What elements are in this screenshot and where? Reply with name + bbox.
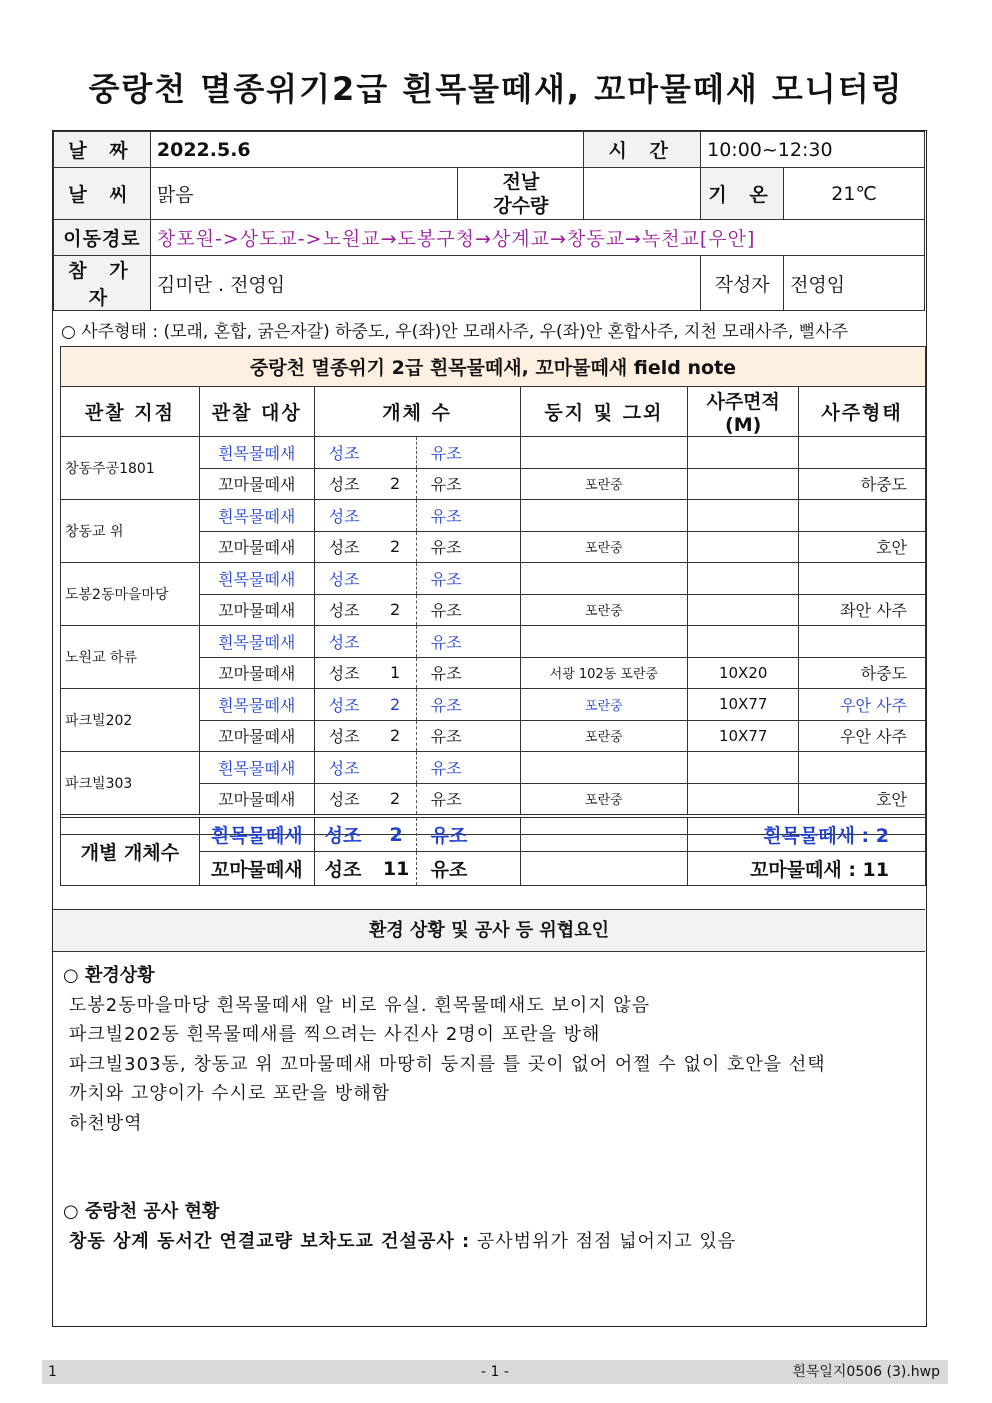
table-row — [61, 752, 926, 784]
juvenile-label: 유조 — [430, 727, 462, 747]
time-value: 10:00~12:30 — [701, 132, 925, 168]
table-row — [61, 563, 926, 595]
adult-count: 2 — [375, 689, 417, 720]
temp-label: 기 온 — [701, 168, 784, 220]
environment-section — [63, 961, 913, 1256]
count-cell — [314, 783, 520, 815]
species-name: 흰목물떼새 — [199, 500, 314, 532]
adult-count — [375, 563, 417, 594]
nest-cell: 포란중 — [520, 689, 688, 721]
juvenile-label: 유조 — [430, 695, 462, 715]
summary-table — [60, 817, 926, 886]
table-row — [61, 689, 926, 721]
species-name: 꼬마물떼새 — [199, 531, 314, 563]
juvenile-label: 유조 — [430, 601, 462, 621]
env-title: ○ 환경상황 — [63, 965, 155, 986]
area-cell — [688, 500, 799, 532]
count-cell — [314, 657, 520, 689]
weather-value: 맑음 — [150, 168, 458, 220]
adult-count — [375, 437, 417, 468]
adult-label: 성조 — [328, 790, 360, 810]
species-name: 흰목물떼새 — [199, 752, 314, 784]
species-name: 꼬마물떼새 — [199, 720, 314, 752]
juvenile-label: 유조 — [430, 632, 462, 652]
nest-cell — [520, 563, 688, 595]
summary-label: 개별 개체수 — [61, 818, 200, 886]
site-name: 창동교 위 — [61, 500, 200, 563]
type-cell: 호안 — [799, 531, 926, 563]
env-line: 까치와 고양이가 수시로 포란을 방해함 — [69, 1083, 391, 1104]
weather-label: 날 씨 — [54, 168, 151, 220]
summary-little-species: 꼬마물떼새 — [199, 852, 314, 886]
species-name: 흰목물떼새 — [199, 437, 314, 469]
col-nest: 둥지 및 그외 — [520, 387, 688, 437]
adult-label: 성조 — [324, 825, 362, 847]
adult-label: 성조 — [328, 538, 360, 558]
area-cell — [688, 531, 799, 563]
area-cell — [688, 752, 799, 784]
juvenile-label: 유조 — [430, 475, 462, 495]
rain-label — [458, 168, 584, 220]
area-cell — [688, 626, 799, 658]
adult-count: 2 — [375, 532, 417, 563]
type-cell: 하중도 — [799, 657, 926, 689]
temp-value: 21℃ — [784, 168, 925, 220]
area-cell — [688, 563, 799, 595]
area-cell — [688, 594, 799, 626]
adult-label: 성조 — [328, 506, 360, 526]
col-count: 개체 수 — [314, 387, 520, 437]
route-value: 창포원->상도교->노원교→도봉구청→상계교→창동교→녹천교[우안] — [150, 220, 924, 256]
nest-cell: 포란중 — [520, 531, 688, 563]
nest-cell — [520, 500, 688, 532]
summary-little-total: 꼬마물떼새 : 11 — [688, 852, 926, 886]
date-label: 날 짜 — [54, 132, 151, 168]
col-site: 관찰 지점 — [61, 387, 200, 437]
adult-label: 성조 — [324, 859, 362, 881]
summary-little-adult: 11 — [377, 852, 417, 885]
site-name: 파크빌202 — [61, 689, 200, 752]
rain-label-line1: 전날 — [502, 170, 540, 193]
table-row — [61, 500, 926, 532]
adult-label: 성조 — [328, 727, 360, 747]
nest-cell: 포란중 — [520, 594, 688, 626]
count-cell — [314, 563, 520, 595]
count-cell — [314, 468, 520, 500]
species-name: 꼬마물떼새 — [199, 468, 314, 500]
adult-count — [375, 626, 417, 657]
type-cell: 좌안 사주 — [799, 594, 926, 626]
env-line: 파크빌303동, 창동교 위 꼬마물떼새 마땅히 둥지를 틀 곳이 없어 어쩔 수 없이 호안을 선택 — [69, 1053, 826, 1075]
species-name: 꼬마물떼새 — [199, 657, 314, 689]
site-name: 도봉2동마을마당 — [61, 563, 200, 626]
count-cell — [314, 720, 520, 752]
species-name: 흰목물떼새 — [199, 626, 314, 658]
adult-count: 2 — [375, 469, 417, 500]
type-cell — [799, 563, 926, 595]
juvenile-label: 유조 — [430, 825, 468, 847]
construction-line — [63, 1227, 913, 1257]
count-cell — [314, 594, 520, 626]
rain-value — [584, 168, 701, 220]
juvenile-label: 유조 — [430, 790, 462, 810]
type-cell: 우안 사주 — [799, 689, 926, 721]
juvenile-label: 유조 — [430, 443, 462, 463]
report-frame — [52, 130, 927, 1327]
type-cell — [799, 626, 926, 658]
adult-label: 성조 — [328, 632, 360, 652]
page-title: 중랑천 멸종위기2급 흰목물떼새, 꼬마물떼새 모니터링 — [88, 70, 904, 108]
writer-label: 작성자 — [701, 256, 784, 311]
juvenile-label: 유조 — [430, 569, 462, 589]
summary-little-count — [314, 852, 520, 886]
env-line: 도봉2동마을마당 흰목물떼새 알 비로 유실. 흰목물떼새도 보이지 않음 — [69, 994, 651, 1016]
site-name: 파크빌303 — [61, 752, 200, 815]
adult-count: 2 — [375, 595, 417, 626]
nest-cell — [520, 626, 688, 658]
footer-page-num: 1 — [48, 1364, 57, 1380]
nest-cell — [520, 752, 688, 784]
construction-label: 창동 상계 동서간 연결교량 보차도교 건설공사 : — [69, 1230, 471, 1252]
species-name: 꼬마물떼새 — [199, 783, 314, 815]
site-name: 노원교 하류 — [61, 626, 200, 689]
adult-count — [375, 500, 417, 531]
site-name: 창동주공1801 — [61, 437, 200, 500]
route-label: 이동경로 — [54, 220, 151, 256]
type-cell — [799, 752, 926, 784]
adult-label: 성조 — [328, 569, 360, 589]
nest-cell: 서광 102동 포란중 — [520, 657, 688, 689]
area-cell: 10X77 — [688, 720, 799, 752]
juvenile-label: 유조 — [430, 664, 462, 684]
area-cell: 10X20 — [688, 657, 799, 689]
members-value: 김미란 . 전영임 — [150, 256, 700, 311]
adult-label: 성조 — [328, 443, 360, 463]
header-table — [53, 131, 925, 311]
env-line: 하천방역 — [69, 1112, 143, 1134]
species-name: 흰목물떼새 — [199, 689, 314, 721]
rain-label-line2: 강수량 — [493, 194, 549, 217]
time-label: 시 간 — [584, 132, 701, 168]
col-area: 사주면적(M) — [688, 387, 799, 437]
type-cell: 하중도 — [799, 468, 926, 500]
nest-cell: 포란중 — [520, 720, 688, 752]
footer-bar — [42, 1360, 948, 1384]
nest-cell: 포란중 — [520, 468, 688, 500]
area-cell — [688, 437, 799, 469]
writer-value: 전영임 — [784, 256, 925, 311]
adult-label: 성조 — [328, 664, 360, 684]
adult-count: 2 — [375, 784, 417, 815]
env-line: 파크빌202동 흰목물떼새를 찍으려는 사진사 2명이 포란을 방해 — [69, 1024, 601, 1045]
count-cell — [314, 626, 520, 658]
adult-label: 성조 — [328, 758, 360, 778]
adult-count: 2 — [375, 721, 417, 752]
construction-text: 공사범위가 점점 넓어지고 있음 — [476, 1230, 737, 1252]
adult-label: 성조 — [328, 695, 360, 715]
juvenile-label: 유조 — [430, 859, 468, 881]
col-type: 사주형태 — [799, 387, 926, 437]
summary-white-total: 흰목물떼새 : 2 — [688, 818, 926, 852]
area-cell — [688, 783, 799, 815]
count-cell — [314, 531, 520, 563]
nest-cell: 포란중 — [520, 783, 688, 815]
summary-white-adult: 2 — [377, 818, 417, 851]
adult-count — [375, 752, 417, 783]
area-cell: 10X77 — [688, 689, 799, 721]
juvenile-label: 유조 — [430, 506, 462, 526]
species-name: 흰목물떼새 — [199, 563, 314, 595]
count-cell — [314, 500, 520, 532]
summary-little-nest — [520, 852, 688, 886]
field-note-heading: 중랑천 멸종위기 2급 흰목물떼새, 꼬마물떼새 field note — [61, 347, 926, 387]
type-cell — [799, 437, 926, 469]
type-cell — [799, 500, 926, 532]
habitat-type-note: ○ 사주형태 : (모래, 혼합, 굵은자갈) 하중도, 우(좌)안 모래사주, 우(좌)안 혼합사주, 지천 모래사주, 뻘사주 — [61, 322, 849, 342]
members-label: 참 가 자 — [54, 256, 151, 311]
environment-heading: 환경 상황 및 공사 등 위협요인 — [53, 909, 925, 952]
type-cell: 우안 사주 — [799, 720, 926, 752]
table-row — [61, 437, 926, 469]
juvenile-label: 유조 — [430, 758, 462, 778]
adult-label: 성조 — [328, 475, 360, 495]
type-cell: 호안 — [799, 783, 926, 815]
count-cell — [314, 752, 520, 784]
construction-title: ○ 중랑천 공사 현황 — [63, 1201, 220, 1222]
col-target: 관찰 대상 — [199, 387, 314, 437]
footer-page-center: - 1 - — [481, 1364, 509, 1380]
table-row — [61, 626, 926, 658]
summary-white-species: 흰목물떼새 — [199, 818, 314, 852]
summary-white-nest — [520, 818, 688, 852]
area-cell — [688, 468, 799, 500]
adult-count: 1 — [375, 658, 417, 689]
count-cell — [314, 689, 520, 721]
juvenile-label: 유조 — [430, 538, 462, 558]
adult-label: 성조 — [328, 601, 360, 621]
date-value: 2022.5.6 — [150, 132, 583, 168]
count-cell — [314, 437, 520, 469]
summary-white-count — [314, 818, 520, 852]
species-name: 꼬마물떼새 — [199, 594, 314, 626]
footer-filename: 흰목일지0506 (3).hwp — [792, 1364, 940, 1380]
nest-cell — [520, 437, 688, 469]
field-note-table — [60, 346, 926, 835]
